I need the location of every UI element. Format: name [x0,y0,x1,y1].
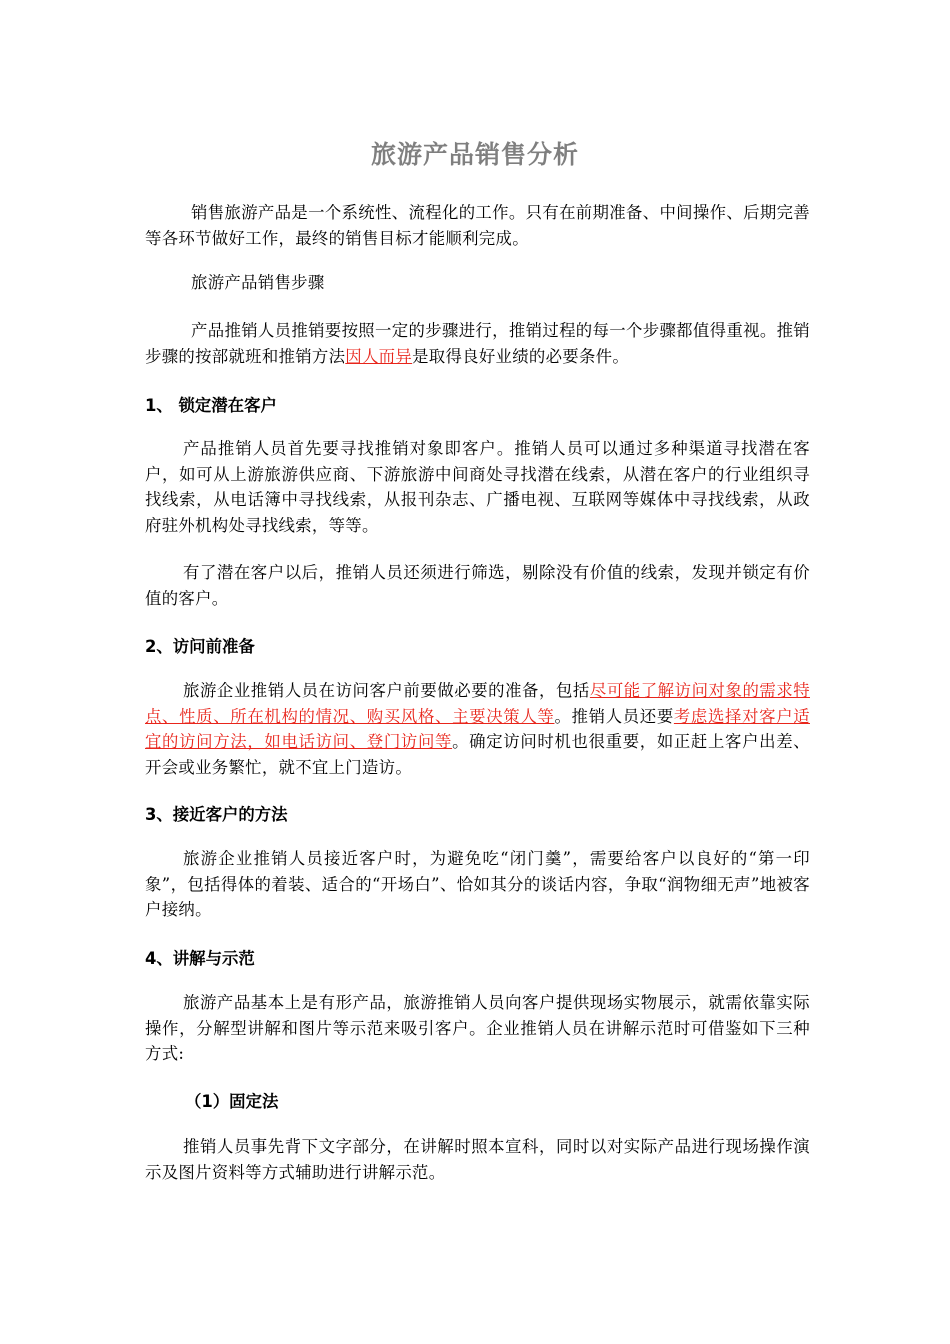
section-1-heading: 1、 锁定潜在客户 [145,396,277,415]
highlight-text: 尽可能了解访问对象的需求特点、性质、所在机构的情况、购买风格、主要决策人等 [145,681,810,726]
steps-text-b: 是取得良好业绩的必要条件。 [412,346,630,366]
steps-text-a: 产品推销人员推销要按照一定的步骤进行，推销过程的每一个步骤都值得重视。推销步骤的按部就班和推销方法 [145,321,810,366]
document-title: 旅游产品销售分析 [370,140,579,169]
section-2-heading: 2、访问前准备 [145,637,255,656]
section-1-paragraph-2: 有了潜在客户以后，推销人员还须进行筛选，剔除没有价值的线索，发现并锁定有价值的客户。 [145,563,810,608]
section-1-paragraph-1: 产品推销人员首先要寻找推销对象即客户。推销人员可以通过多种渠道寻找潜在客户，如可从上游旅游供应商、下游旅游中间商处寻找潜在线索，从潜在客户的行业组织寻找线索，从电话簿中寻找线索，从报刊杂志、广播电视、互联网等媒体中寻找线索，从政府驻外机构处寻找线索，等等。 [145,439,810,535]
section-4-paragraph: 旅游产品基本上是有形产品，旅游推销人员向客户提供现场实物展示，就需依靠实际操作，分解型讲解和图片等示范来吸引客户。企业推销人员在讲解示范时可借鉴如下三种方式: [145,993,810,1063]
section-2-text-c: 。确定访问时机也很重要，如正赶上客户出差、开会或业务繁忙，就不宜上门造访。 [145,732,810,777]
steps-paragraph [145,318,810,369]
section-3-paragraph: 旅游企业推销人员接近客户时，为避免吃“闭门羹”，需要给客户以良好的“第一印象”，包括得体的着装、适合的“开场白”、恰如其分的谈话内容，争取“润物细无声”地被客户接纳。 [145,849,810,919]
section-2-text-a: 旅游企业推销人员在访问客户前要做必要的准备，包括 [183,681,590,700]
section-2-text-b: 。推销人员还要 [554,706,674,726]
section-4-heading: 4、讲解与示范 [145,949,255,968]
subsection-heading: （1）固定法 [185,1092,279,1111]
highlight-text: 因人而异 [345,346,413,366]
subsection-paragraph: 推销人员事先背下文字部分，在讲解时照本宣科，同时以对实际产品进行现场操作演示及图片资料等方式辅助进行讲解示范。 [145,1137,810,1182]
highlight-text: 考虑选择对客户适宜的访问方法，如电话访问、登门访问等 [145,706,810,751]
intro-paragraph: 销售旅游产品是一个系统性、流程化的工作。只有在前期准备、中间操作、后期完善等各环节做好工作，最终的销售目标才能顺利完成。 [145,203,810,248]
steps-heading: 旅游产品销售步骤 [191,273,325,292]
section-2-paragraph [145,678,810,780]
section-3-heading: 3、接近客户的方法 [145,805,288,824]
